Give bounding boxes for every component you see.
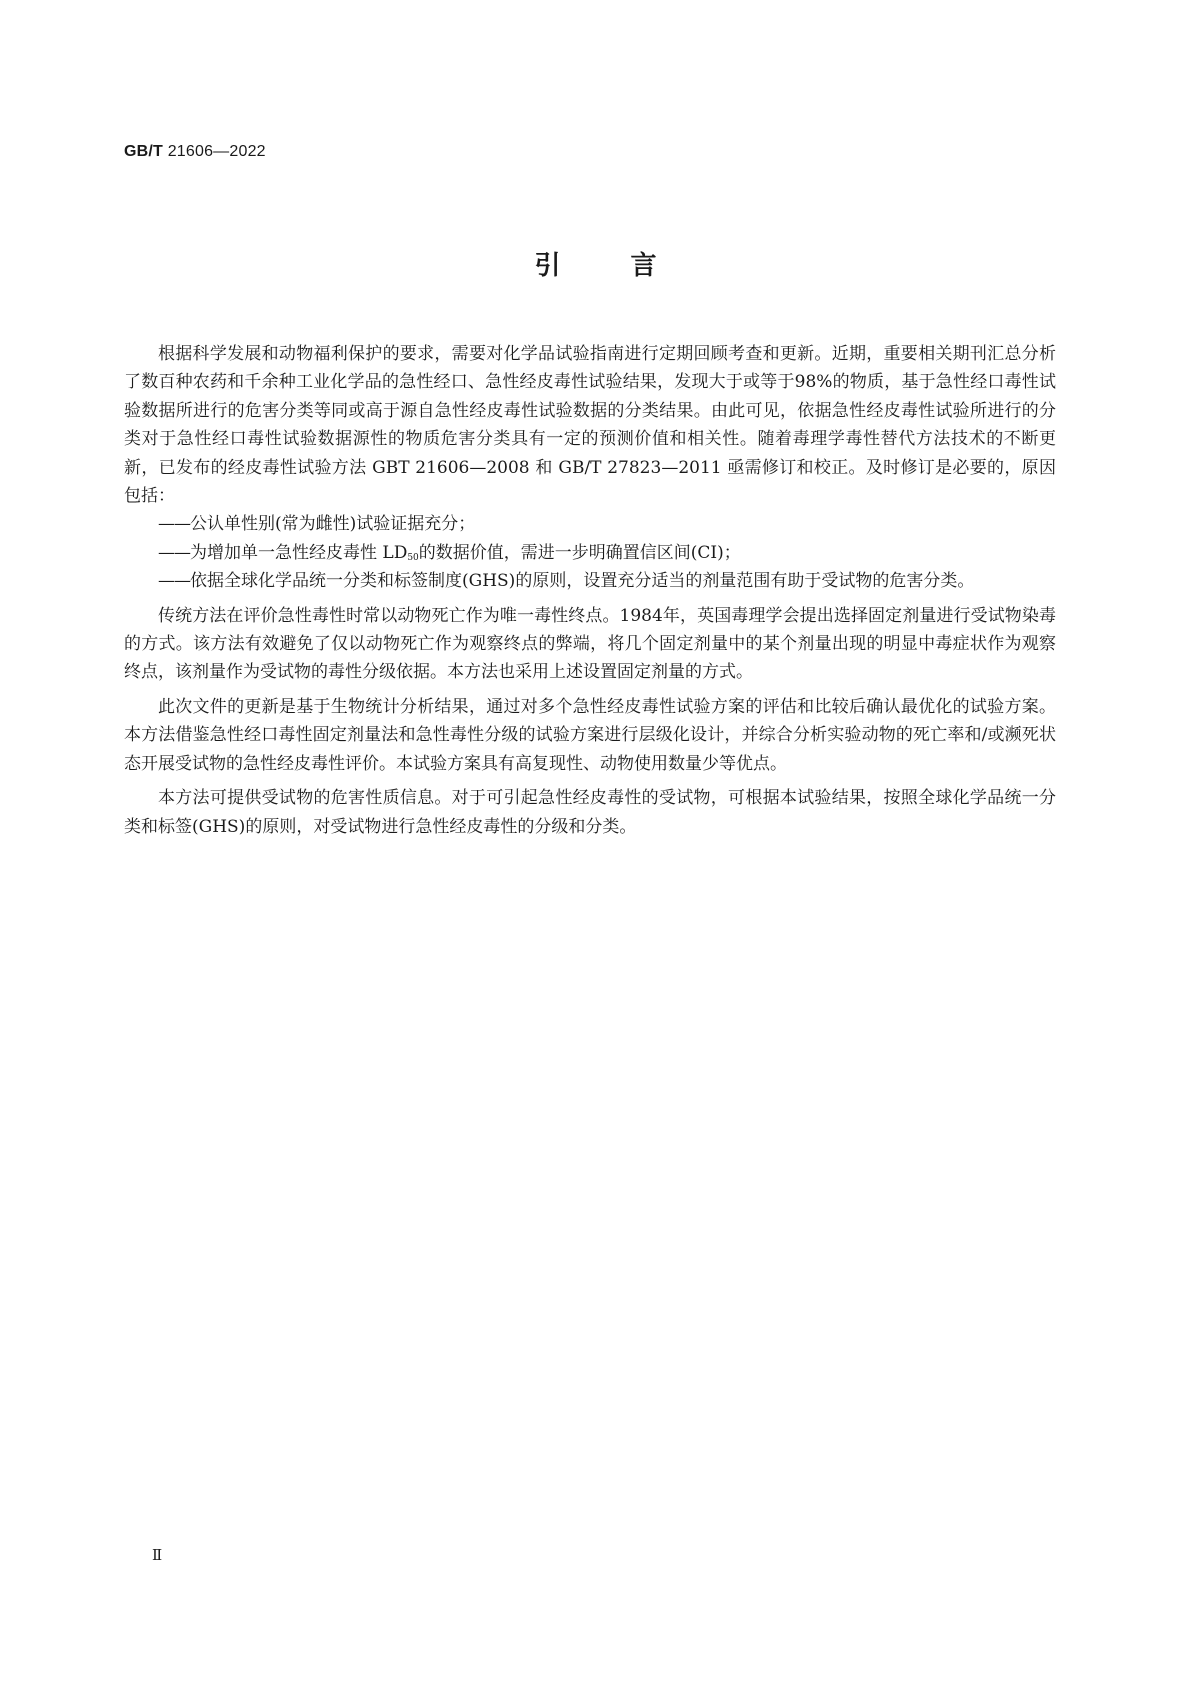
list-dash: —— (158, 514, 190, 535)
list-item-text: 依据全球化学品统一分类和标签制度(GHS)的原则，设置充分适当的剂量范围有助于受试物的危害分类。 (190, 571, 975, 592)
standard-prefix: GB/T (124, 143, 164, 160)
ld-subscript: 50 (407, 552, 419, 563)
page-title: 引言 (534, 251, 727, 281)
list-item-text-continued: 的数据价值，需进一步明确置信区间(CI)； (418, 542, 741, 563)
reasons-list (124, 510, 1056, 595)
page-number: Ⅱ (152, 1546, 163, 1564)
list-dash: —— (158, 571, 190, 592)
paragraph-3: 此次文件的更新是基于生物统计分析结果，通过对多个急性经皮毒性试验方案的评估和比较后确认最优化的试验方案。本方法借鉴急性经口毒性固定剂量法和急性毒性分级的试验方案进行层级化设计，并综合分析实验动物的死亡率和/或濒死状态开展受试物的急性经皮毒性评价。本试验方案具有高复现性、动物使用数量少等优点。 (124, 696, 1056, 774)
list-item-text: 为增加单一急性经皮毒性 LD (190, 542, 408, 563)
list-item-text: 公认单性别(常为雌性)试验证据充分； (190, 514, 476, 535)
paragraph-2: 传统方法在评价急性毒性时常以动物死亡作为唯一毒性终点。1984年，英国毒理学会提出选择固定剂量进行受试物染毒的方式。该方法有效避免了仅以动物死亡作为观察终点的弊端，将几个固定剂量中的某个剂量出现的明显中毒症状作为观察终点，该剂量作为受试物的毒性分级依据。本方法也采用上述设置固定剂量的方式。 (124, 605, 1056, 683)
paragraph-1: 根据科学发展和动物福利保护的要求，需要对化学品试验指南进行定期回顾考查和更新。近期，重要相关期刊汇总分析了数百种农药和千余种工业化学品的急性经口、急性经皮毒性试验结果，发现大于或等于98%的物质，基于急性经口毒性试验数据所进行的危害分类等同或高于源自急性经皮毒性试验数据的分类结果。由此可见，依据急性经皮毒性试验所进行的分类对于急性经口毒性试验数据源性的物质危害分类具有一定的预测价值和相关性。随着毒理学毒性替代方法技术的不断更新，已发布的经皮毒性试验方法 GBT 21606—2008 和 GB/T 27823—2011 亟需修订和校正。及时修订是必要的，原因包括： (124, 344, 1056, 507)
introduction-body (124, 340, 1056, 841)
list-item (124, 539, 1056, 567)
list-item (124, 567, 1056, 595)
standard-number (124, 143, 266, 161)
standard-code: 21606—2022 (167, 143, 266, 160)
list-item (124, 510, 1056, 538)
list-dash: —— (158, 542, 190, 563)
paragraph-4: 本方法可提供受试物的危害性质信息。对于可引起急性经皮毒性的受试物，可根据本试验结果，按照全球化学品统一分类和标签(GHS)的原则，对受试物进行急性经皮毒性的分级和分类。 (124, 788, 1056, 837)
